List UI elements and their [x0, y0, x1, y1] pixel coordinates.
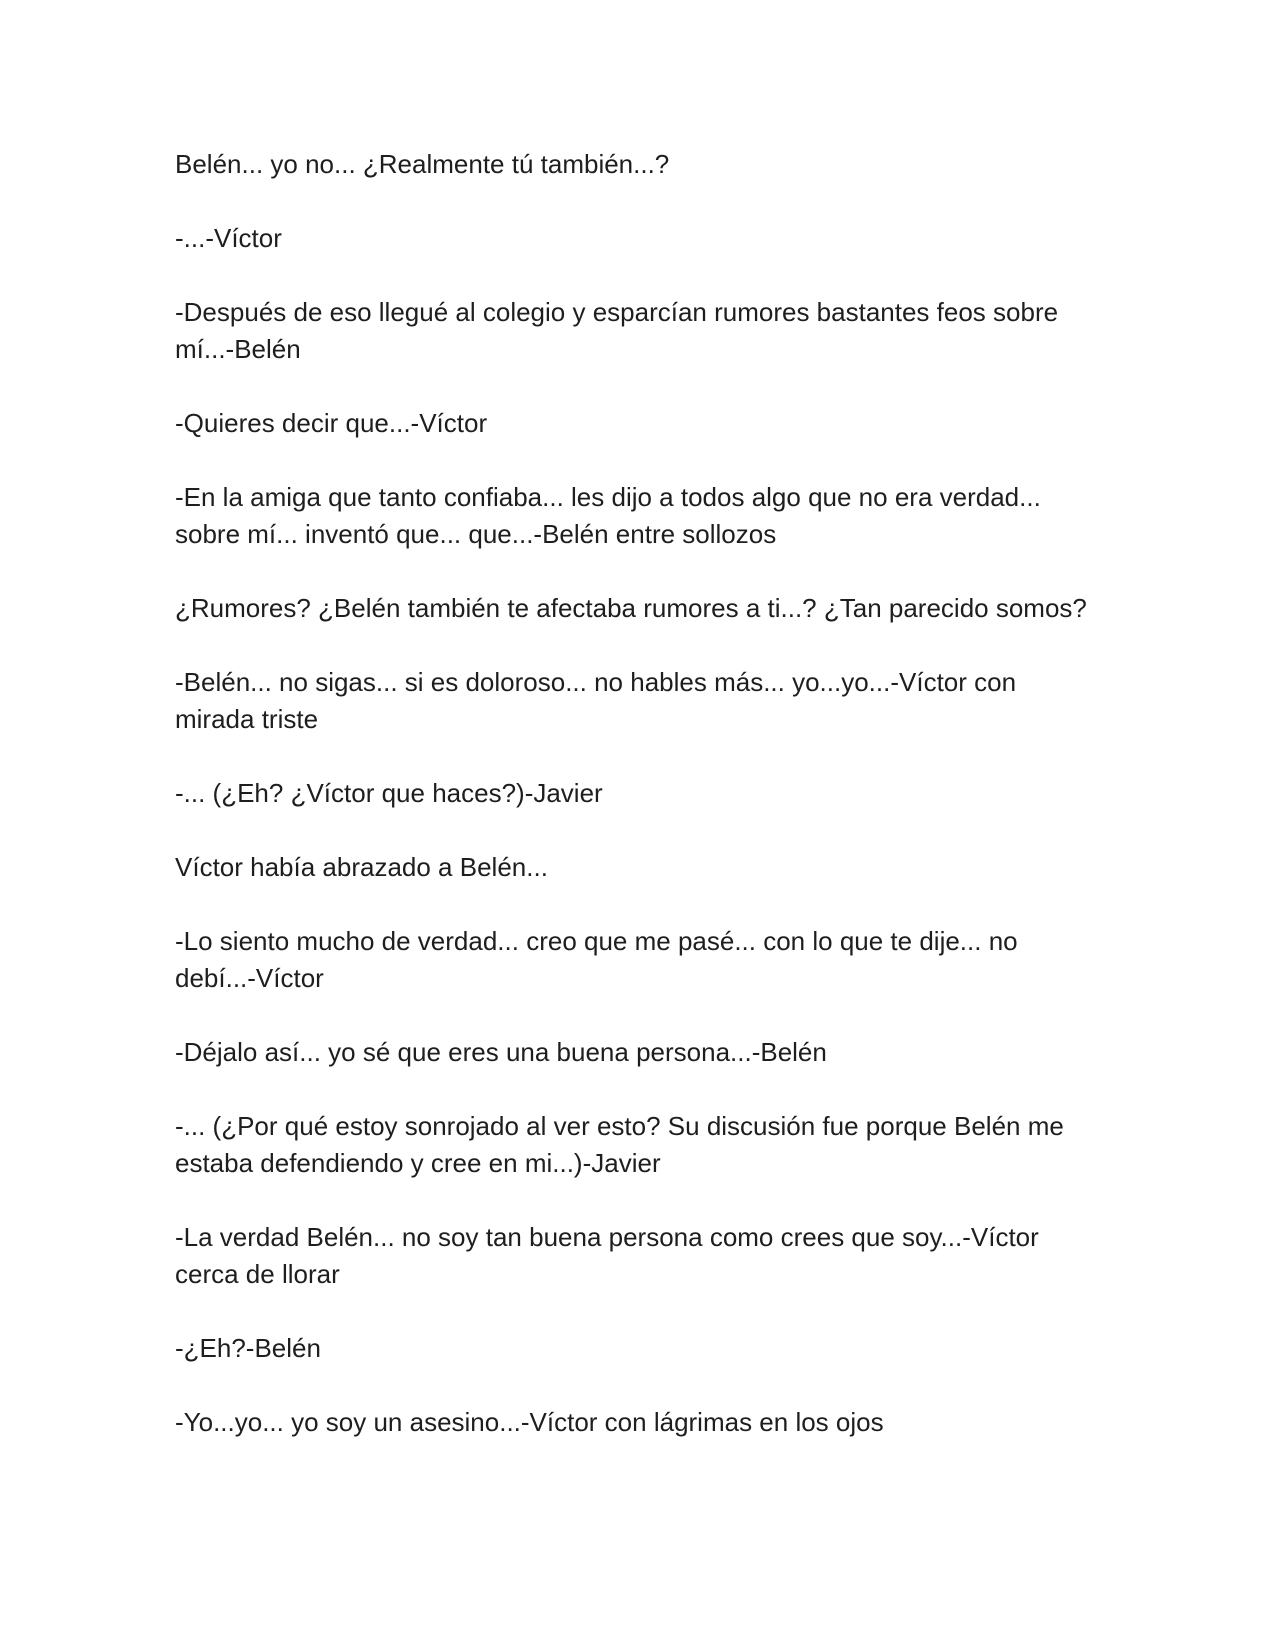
paragraph: ¿Rumores? ¿Belén también te afectaba rumores a ti...? ¿Tan parecido somos? [175, 593, 1087, 623]
paragraph: -Después de eso llegué al colegio y esparcían rumores bastantes feos sobre mí...-Belén [175, 297, 1059, 364]
paragraph: -... (¿Eh? ¿Víctor que haces?)-Javier [175, 778, 603, 808]
paragraph: -La verdad Belén... no soy tan buena persona como crees que soy...-Víctor cerca de llorar [175, 1222, 1039, 1289]
paragraph: -Déjalo así... yo sé que eres una buena persona...-Belén [175, 1037, 827, 1067]
paragraph: Belén... yo no... ¿Realmente tú también...? [175, 149, 670, 179]
paragraph: -Belén... no sigas... si es doloroso... no hables más... yo...yo...-Víctor con mirada triste [175, 667, 1017, 734]
paragraph: -Lo siento mucho de verdad... creo que me pasé... con lo que te dije... no debí...-Víctor [175, 926, 1018, 993]
paragraph: -Quieres decir que...-Víctor [175, 408, 488, 438]
paragraph: Víctor había abrazado a Belén... [175, 852, 548, 882]
document-body [175, 146, 1100, 1478]
paragraph: -En la amiga que tanto confiaba... les dijo a todos algo que no era verdad... sobre mí... inventó que... que...-Belén entre sollozos [175, 482, 1041, 549]
paragraph: -Yo...yo... yo soy un asesino...-Víctor con lágrimas en los ojos [175, 1407, 884, 1437]
paragraph: -... (¿Por qué estoy sonrojado al ver esto? Su discusión fue porque Belén me estaba defendiendo y cree en mi...)-Javier [175, 1111, 1064, 1178]
paragraph: -¿Eh?-Belén [175, 1333, 321, 1363]
paragraph: -...-Víctor [175, 223, 282, 253]
